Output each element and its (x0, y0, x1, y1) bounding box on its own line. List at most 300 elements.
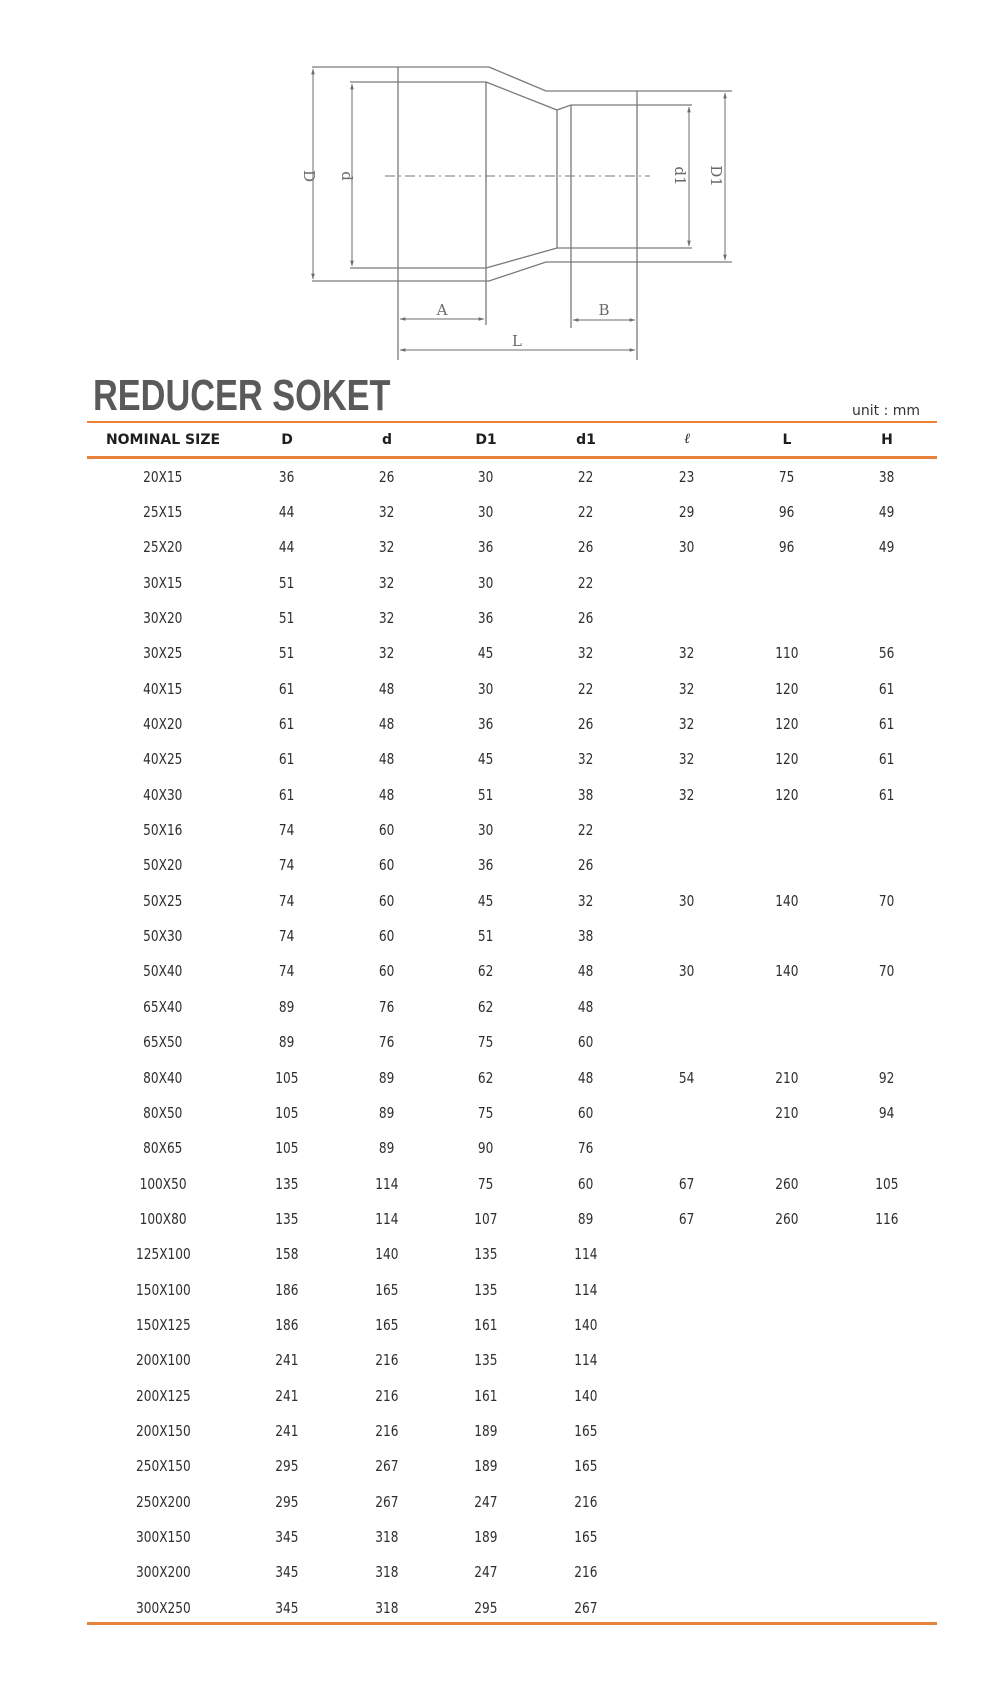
cell-nominal-size (88, 1449, 238, 1484)
cell-value: 189 (474, 1527, 498, 1546)
cell-d1 (536, 918, 636, 953)
cell-nominal-size (88, 1201, 238, 1236)
cell-value: 61 (879, 785, 895, 804)
cell-l (637, 1343, 737, 1378)
cell-value: 74 (279, 891, 295, 910)
cell-d1 (536, 1449, 636, 1484)
cell-d1 (536, 600, 636, 635)
cell-value: 150X125 (135, 1315, 191, 1334)
cell-D1 (436, 1131, 536, 1166)
cell-value: 32 (679, 785, 695, 804)
cell-value: 216 (574, 1563, 598, 1582)
cell-d (337, 1413, 437, 1448)
cell-H (837, 1343, 937, 1378)
table-row (87, 1060, 937, 1095)
table-row (87, 1307, 937, 1342)
cell-d1 (536, 1060, 636, 1095)
cell-D (237, 1413, 337, 1448)
cell-l (637, 1166, 737, 1201)
cell-D1 (436, 459, 536, 494)
cell-value: 165 (574, 1527, 598, 1546)
cell-l (637, 459, 737, 494)
cell-value: 318 (375, 1527, 399, 1546)
taper-inner (486, 82, 557, 268)
cell-d (337, 812, 437, 847)
cell-D (237, 1484, 337, 1519)
cell-nominal-size (88, 565, 238, 600)
cell-D (237, 636, 337, 671)
table-row (87, 1555, 937, 1590)
cell-D1 (436, 1449, 536, 1484)
cell-d (337, 1307, 437, 1342)
cell-value: 30 (679, 962, 695, 981)
cell-L (737, 1449, 837, 1484)
reducer-socket-diagram (0, 0, 992, 370)
cell-L (737, 918, 837, 953)
cell-nominal-size (88, 1025, 238, 1060)
cell-D1 (436, 883, 536, 918)
cell-d1 (536, 1131, 636, 1166)
cell-d1 (536, 848, 636, 883)
cell-value: 80X65 (143, 1139, 183, 1158)
cell-D (237, 494, 337, 529)
cell-value: 210 (775, 1103, 799, 1122)
cell-D (237, 1095, 337, 1130)
cell-value: 44 (279, 538, 295, 557)
cell-H (837, 1307, 937, 1342)
cell-nominal-size (88, 1307, 238, 1342)
cell-value: 20X15 (143, 467, 183, 486)
cell-d (337, 1060, 437, 1095)
cell-L (737, 1095, 837, 1130)
cell-value: 26 (578, 856, 594, 875)
cell-value: 60 (379, 962, 395, 981)
cell-value: 61 (279, 785, 295, 804)
cell-value: 140 (775, 962, 799, 981)
cell-value: 114 (375, 1174, 399, 1193)
label-d1: d1 (671, 166, 689, 186)
table-body (87, 459, 937, 1625)
cell-D (237, 1378, 337, 1413)
cell-D1 (436, 742, 536, 777)
cell-H (837, 706, 937, 741)
cell-H (837, 565, 937, 600)
cell-d1 (536, 1166, 636, 1201)
cell-l (637, 812, 737, 847)
cell-d1 (536, 954, 636, 989)
cell-d1 (536, 706, 636, 741)
cell-l (637, 1272, 737, 1307)
cell-value: 165 (574, 1421, 598, 1440)
cell-l (637, 706, 737, 741)
cell-value: 32 (679, 715, 695, 734)
cell-value: 140 (775, 891, 799, 910)
cell-value: 32 (679, 644, 695, 663)
cell-d1 (536, 742, 636, 777)
cell-D1 (436, 600, 536, 635)
inner-large-socket (350, 82, 486, 268)
cell-d (337, 777, 437, 812)
cell-H (837, 671, 937, 706)
cell-l (637, 565, 737, 600)
cell-value: 74 (279, 927, 295, 946)
cell-value: 89 (279, 997, 295, 1016)
cell-value: 76 (379, 1033, 395, 1052)
cell-d1 (536, 636, 636, 671)
cell-value: 32 (379, 538, 395, 557)
cell-value: 30 (478, 503, 494, 522)
cell-value: 61 (279, 750, 295, 769)
cell-L (737, 671, 837, 706)
cell-value: 165 (375, 1280, 399, 1299)
page-title: REDUCER SOKET (93, 371, 391, 420)
cell-value: 76 (578, 1139, 594, 1158)
cell-D (237, 812, 337, 847)
cell-value: 260 (775, 1174, 799, 1193)
cell-H (837, 1590, 937, 1625)
cell-L (737, 1413, 837, 1448)
cell-nominal-size (88, 742, 238, 777)
cell-d1 (536, 1237, 636, 1272)
cell-d (337, 636, 437, 671)
cell-H (837, 1413, 937, 1448)
cell-value: 22 (578, 679, 594, 698)
cell-nominal-size (88, 671, 238, 706)
cell-L (737, 1343, 837, 1378)
cell-D (237, 459, 337, 494)
cell-L (737, 777, 837, 812)
cell-L (737, 1590, 837, 1625)
table-row (87, 600, 937, 635)
cell-d1 (536, 1343, 636, 1378)
table-row (87, 636, 937, 671)
cell-l (637, 494, 737, 529)
cell-D1 (436, 1025, 536, 1060)
cell-d (337, 989, 437, 1024)
cell-d (337, 1449, 437, 1484)
cell-value: 189 (474, 1457, 498, 1476)
header-l: ℓ (684, 431, 690, 447)
cell-H (837, 1237, 937, 1272)
cell-l (637, 989, 737, 1024)
table-row (87, 565, 937, 600)
cell-l (637, 1378, 737, 1413)
cell-D1 (436, 1166, 536, 1201)
cell-value: 161 (474, 1315, 498, 1334)
cell-L (737, 1519, 837, 1554)
cell-value: 241 (275, 1421, 299, 1440)
cell-d (337, 706, 437, 741)
cell-D1 (436, 1590, 536, 1625)
cell-L (737, 742, 837, 777)
table-row (87, 812, 937, 847)
cell-value: 210 (775, 1068, 799, 1087)
cell-value: 89 (379, 1068, 395, 1087)
table-row (87, 1378, 937, 1413)
cell-d (337, 565, 437, 600)
table-row (87, 1025, 937, 1060)
cell-D (237, 600, 337, 635)
cell-nominal-size (88, 706, 238, 741)
cell-L (737, 848, 837, 883)
cell-L (737, 954, 837, 989)
cell-L (737, 1060, 837, 1095)
cell-L (737, 989, 837, 1024)
cell-H (837, 459, 937, 494)
cell-d1 (536, 812, 636, 847)
cell-value: 165 (574, 1457, 598, 1476)
table-row (87, 494, 937, 529)
table-row (87, 742, 937, 777)
cell-L (737, 706, 837, 741)
cell-value: 216 (574, 1492, 598, 1511)
cell-value: 40X15 (143, 679, 183, 698)
cell-value: 30 (478, 821, 494, 840)
cell-value: 295 (275, 1457, 299, 1476)
cell-value: 135 (275, 1174, 299, 1193)
cell-d (337, 1590, 437, 1625)
cell-value: 36 (478, 856, 494, 875)
cell-value: 32 (578, 891, 594, 910)
cell-L (737, 1272, 837, 1307)
cell-d1 (536, 459, 636, 494)
cell-d (337, 1095, 437, 1130)
cell-value: 140 (375, 1245, 399, 1264)
cell-value: 45 (478, 750, 494, 769)
cell-H (837, 1378, 937, 1413)
table-row (87, 1237, 937, 1272)
table-row (87, 954, 937, 989)
cell-d1 (536, 1272, 636, 1307)
cell-value: 105 (275, 1103, 299, 1122)
cell-l (637, 671, 737, 706)
cell-value: 189 (474, 1421, 498, 1440)
cell-value: 62 (478, 997, 494, 1016)
cell-value: 140 (574, 1386, 598, 1405)
table-header (87, 423, 937, 456)
cell-value: 32 (679, 750, 695, 769)
cell-D1 (436, 777, 536, 812)
cell-H (837, 1166, 937, 1201)
cell-value: 74 (279, 856, 295, 875)
cell-L (737, 565, 837, 600)
cell-value: 30X15 (143, 573, 183, 592)
cell-d1 (536, 989, 636, 1024)
cell-value: 200X100 (135, 1351, 191, 1370)
cell-D (237, 1307, 337, 1342)
cell-l (637, 1237, 737, 1272)
cell-D1 (436, 706, 536, 741)
cell-value: 48 (379, 785, 395, 804)
cell-value: 49 (879, 503, 895, 522)
cell-value: 300X250 (135, 1598, 191, 1617)
cell-value: 345 (275, 1527, 299, 1546)
cell-value: 45 (478, 644, 494, 663)
cell-H (837, 989, 937, 1024)
cell-nominal-size (88, 1555, 238, 1590)
cell-D1 (436, 848, 536, 883)
cell-l (637, 1095, 737, 1130)
cell-D1 (436, 565, 536, 600)
cell-value: 345 (275, 1563, 299, 1582)
table-row (87, 1449, 937, 1484)
cell-nominal-size (88, 636, 238, 671)
cell-value: 114 (574, 1280, 598, 1299)
cell-l (637, 1555, 737, 1590)
cell-nominal-size (88, 848, 238, 883)
cell-D (237, 530, 337, 565)
cell-value: 26 (379, 467, 395, 486)
cell-nominal-size (88, 1413, 238, 1448)
cell-value: 60 (578, 1033, 594, 1052)
cell-value: 62 (478, 962, 494, 981)
cell-l (637, 1413, 737, 1448)
cell-value: 260 (775, 1209, 799, 1228)
cell-value: 50X30 (143, 927, 183, 946)
cell-d1 (536, 1519, 636, 1554)
cell-value: 61 (279, 679, 295, 698)
cell-value: 50X25 (143, 891, 183, 910)
table-row (87, 1343, 937, 1378)
cell-D (237, 706, 337, 741)
cell-d1 (536, 883, 636, 918)
cell-value: 96 (779, 538, 795, 557)
cell-value: 300X200 (135, 1563, 191, 1582)
cell-d1 (536, 1555, 636, 1590)
cell-value: 51 (279, 609, 295, 628)
cell-nominal-size (88, 1237, 238, 1272)
cell-nominal-size (88, 1590, 238, 1625)
table-bottom-rule (87, 1622, 937, 1625)
cell-value: 295 (474, 1598, 498, 1617)
label-D1: D1 (707, 165, 725, 187)
table-row (87, 989, 937, 1024)
header-D: D (281, 431, 293, 448)
cell-d (337, 494, 437, 529)
cell-d (337, 883, 437, 918)
cell-D1 (436, 1272, 536, 1307)
table-row (87, 1166, 937, 1201)
cell-value: 51 (279, 573, 295, 592)
cell-d (337, 1237, 437, 1272)
cell-value: 38 (578, 927, 594, 946)
cell-value: 32 (379, 609, 395, 628)
cell-D (237, 1343, 337, 1378)
cell-value: 241 (275, 1351, 299, 1370)
cell-value: 50X20 (143, 856, 183, 875)
cell-d (337, 742, 437, 777)
cell-value: 25X20 (143, 538, 183, 557)
cell-d1 (536, 1484, 636, 1519)
cell-L (737, 1025, 837, 1060)
cell-value: 60 (578, 1174, 594, 1193)
cell-value: 74 (279, 962, 295, 981)
cell-D1 (436, 812, 536, 847)
cell-D (237, 848, 337, 883)
cell-value: 120 (775, 750, 799, 769)
cell-value: 36 (478, 715, 494, 734)
cell-value: 30X20 (143, 609, 183, 628)
cell-value: 25X15 (143, 503, 183, 522)
cell-D1 (436, 494, 536, 529)
cell-value: 158 (275, 1245, 299, 1264)
cell-value: 267 (574, 1598, 598, 1617)
cell-D (237, 742, 337, 777)
cell-value: 135 (474, 1280, 498, 1299)
cell-D1 (436, 954, 536, 989)
cell-value: 75 (478, 1103, 494, 1122)
cell-d (337, 918, 437, 953)
cell-nominal-size (88, 883, 238, 918)
cell-value: 30 (478, 679, 494, 698)
cell-d (337, 600, 437, 635)
cell-value: 23 (679, 467, 695, 486)
cell-value: 125X100 (135, 1245, 191, 1264)
cell-H (837, 1060, 937, 1095)
cell-l (637, 848, 737, 883)
cell-nominal-size (88, 1343, 238, 1378)
table-row (87, 918, 937, 953)
cell-value: 51 (478, 785, 494, 804)
cell-l (637, 1307, 737, 1342)
table-row (87, 1131, 937, 1166)
cell-L (737, 883, 837, 918)
cell-value: 75 (779, 467, 795, 486)
cell-D1 (436, 1555, 536, 1590)
cell-D (237, 1590, 337, 1625)
cell-value: 75 (478, 1033, 494, 1052)
cell-d (337, 530, 437, 565)
cell-value: 45 (478, 891, 494, 910)
cell-D1 (436, 918, 536, 953)
cell-value: 116 (875, 1209, 899, 1228)
cell-value: 32 (679, 679, 695, 698)
cell-H (837, 954, 937, 989)
cell-d1 (536, 1378, 636, 1413)
cell-l (637, 1484, 737, 1519)
cell-nominal-size (88, 1378, 238, 1413)
cell-nominal-size (88, 1484, 238, 1519)
cell-H (837, 918, 937, 953)
cell-value: 216 (375, 1386, 399, 1405)
cell-d1 (536, 494, 636, 529)
cell-D (237, 918, 337, 953)
cell-value: 36 (478, 538, 494, 557)
cell-H (837, 1449, 937, 1484)
cell-H (837, 494, 937, 529)
header-L: L (782, 431, 792, 448)
cell-L (737, 1307, 837, 1342)
table-row (87, 530, 937, 565)
cell-L (737, 1484, 837, 1519)
cell-value: 32 (379, 644, 395, 663)
cell-L (737, 636, 837, 671)
cell-nominal-size (88, 459, 238, 494)
cell-value: 61 (279, 715, 295, 734)
cell-value: 49 (879, 538, 895, 557)
cell-value: 61 (879, 750, 895, 769)
cell-value: 50X40 (143, 962, 183, 981)
cell-nominal-size (88, 1060, 238, 1095)
cell-value: 32 (578, 644, 594, 663)
cell-d (337, 1201, 437, 1236)
cell-value: 40X30 (143, 785, 183, 804)
cell-value: 32 (578, 750, 594, 769)
table-row (87, 883, 937, 918)
cell-value: 247 (474, 1492, 498, 1511)
cell-D (237, 954, 337, 989)
cell-value: 48 (379, 679, 395, 698)
